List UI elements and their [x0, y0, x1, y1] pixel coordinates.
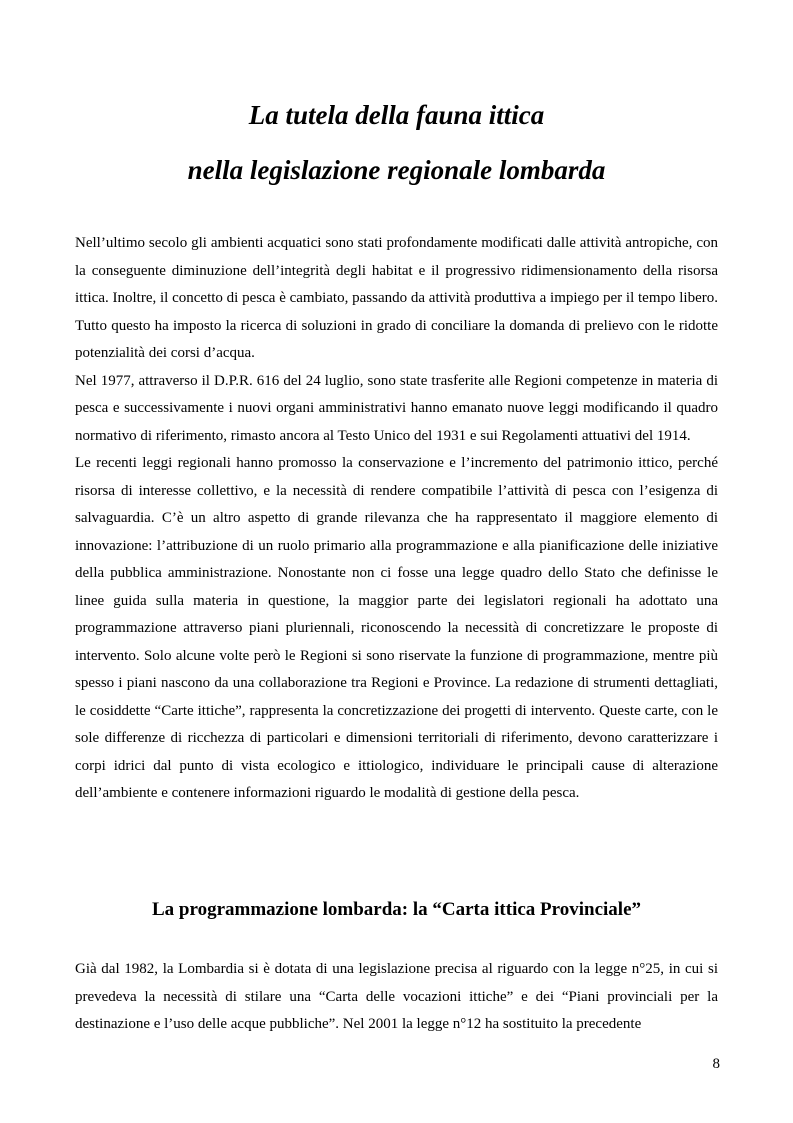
title-line-2: nella legislazione regionale lombarda: [187, 155, 606, 185]
page-number: 8: [712, 1056, 720, 1072]
section-heading: La programmazione lombarda: la “Carta ittica Provinciale”: [152, 899, 641, 920]
paragraph: Già dal 1982, la Lombardia si è dotata di una legislazione precisa al riguardo con la legge n°25, in cui si prevedeva la necessità di stilare una “Carta delle vocazioni ittiche” e dei “Piani provinciali per la destinazione e l’uso delle acque pubbliche”. Nel 2001 la legge n°12 ha sostituito la precedente: [75, 961, 718, 1032]
intro-text: [75, 230, 718, 808]
title-line-1: La tutela della fauna ittica: [248, 100, 545, 130]
section-text: [75, 956, 718, 1039]
paragraph: Le recenti leggi regionali hanno promosso la conservazione e l’incremento del patrimonio ittico, perché risorsa di interesse collettivo, e la necessità di rendere compatibile l’attività di pesca con l’esigenza di salvaguardia. C’è un altro aspetto di grande rilevanza che ha rappresentato il maggiore elemento di innovazione: l’attribuzione di un ruolo primario alla programmazione e alla pianificazione delle iniziative della pubblica amministrazione. Nonostante non ci fosse una legge quadro dello Stato che definisse le linee guida sulla materia in questione, la maggior parte dei legislatori regionali ha adottato una programmazione attraverso piani pluriennali, riconoscendo la necessità di concretizzare le proposte di intervento. Solo alcune volte però le Regioni si sono riservate la funzione di programmazione, mentre più spesso i piani nascono da una collaborazione tra Regioni e Province. La redazione di strumenti dettagliati, le cosiddette “Carte ittiche”, rappresenta la concretizzazione dei progetti di intervento. Queste carte, con le sole differenze di ricchezza di particolari e dimensioni territoriali di riferimento, devono caratterizzare i corpi idrici dal punto di vista ecologico e ittiologico, individuare le principali cause di alterazione dell’ambiente e contenere informazioni riguardo le modalità di gestione della pesca.: [75, 455, 718, 801]
paragraph: Nell’ultimo secolo gli ambienti acquatici sono stati profondamente modificati dalle attività antropiche, con la conseguente diminuzione dell’integrità degli habitat e il progressivo ridimensionamento della risorsa ittica. Inoltre, il concetto di pesca è cambiato, passando da attività produttiva a impiego per il tempo libero. Tutto questo ha imposto la ricerca di soluzioni in grado di conciliare la domanda di prelievo con le ridotte potenzialità dei corsi d’acqua.: [75, 235, 718, 361]
paragraph: Nel 1977, attraverso il D.P.R. 616 del 24 luglio, sono state trasferite alle Regioni competenze in materia di pesca e successivamente i nuovi organi amministrativi hanno emanato nuove leggi modificando il quadro normativo di riferimento, rimasto ancora al Testo Unico del 1931 e sui Regolamenti attuativi del 1914.: [75, 372, 718, 444]
